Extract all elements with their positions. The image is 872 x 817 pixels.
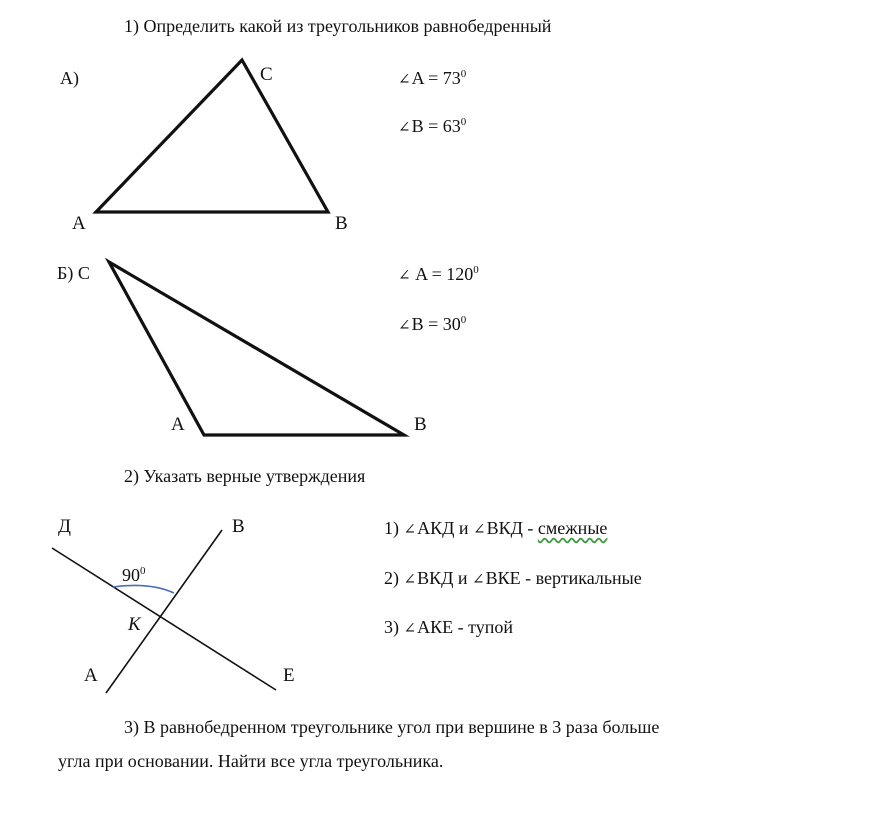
angle-icon: ∠ — [473, 522, 486, 538]
triangle-b-vertex-b: B — [414, 414, 427, 435]
lines-label-b: В — [232, 516, 245, 537]
angle-icon: ∠ — [403, 621, 417, 637]
triangle-a-angle-a: ∠A = $73^0$ — [398, 68, 467, 88]
statement-1: 1) ∠АКД и ∠ВКД - смежные — [384, 518, 608, 538]
angle-icon: ∠ — [403, 572, 417, 588]
angle-icon: ∠ — [398, 72, 411, 88]
angle-90-label: $90^0$ — [122, 565, 146, 585]
task1-heading: 1) Определить какой из треугольников равнобедренный — [124, 16, 552, 36]
triangle-b-angle-b: ∠B = $30^0$ — [398, 314, 467, 334]
triangle-b-label: Б) С — [57, 263, 90, 283]
lines-label-d: Д — [58, 516, 71, 537]
statement-2: 2) ∠ВКД и ∠ВКЕ - вертикальные — [384, 568, 642, 588]
angle-icon: ∠ — [398, 268, 411, 284]
triangle-a-angle-b: ∠B = $63^0$ — [398, 116, 467, 136]
statement-3: 3) ∠АКЕ - тупой — [384, 617, 513, 637]
triangle-b-vertex-a: A — [171, 414, 185, 435]
lines-label-e: Е — [283, 665, 295, 686]
triangle-a-vertex-b: B — [335, 213, 348, 234]
spellcheck-word: смежные — [537, 518, 608, 538]
triangle-a-label: А) — [60, 68, 79, 88]
angle-icon: ∠ — [398, 120, 411, 136]
task3-line1: 3) В равнобедренном треугольнике угол при вершине в 3 раза больше — [124, 717, 660, 737]
lines-label-k: К — [128, 614, 141, 635]
task2-heading: 2) Указать верные утверждения — [124, 466, 366, 486]
angle-icon: ∠ — [403, 522, 417, 538]
task3-line2: угла при основании. Найти все угла треугольника. — [58, 751, 444, 771]
angle-icon: ∠ — [398, 318, 411, 334]
lines-label-a: А — [84, 665, 98, 686]
triangle-a-vertex-a: A — [72, 213, 86, 234]
line-a-b — [106, 530, 222, 693]
angle-icon: ∠ — [472, 572, 485, 588]
triangle-a-vertex-c: C — [260, 64, 273, 85]
triangle-b-angle-a: ∠ $A = 120^0$ — [398, 264, 479, 284]
